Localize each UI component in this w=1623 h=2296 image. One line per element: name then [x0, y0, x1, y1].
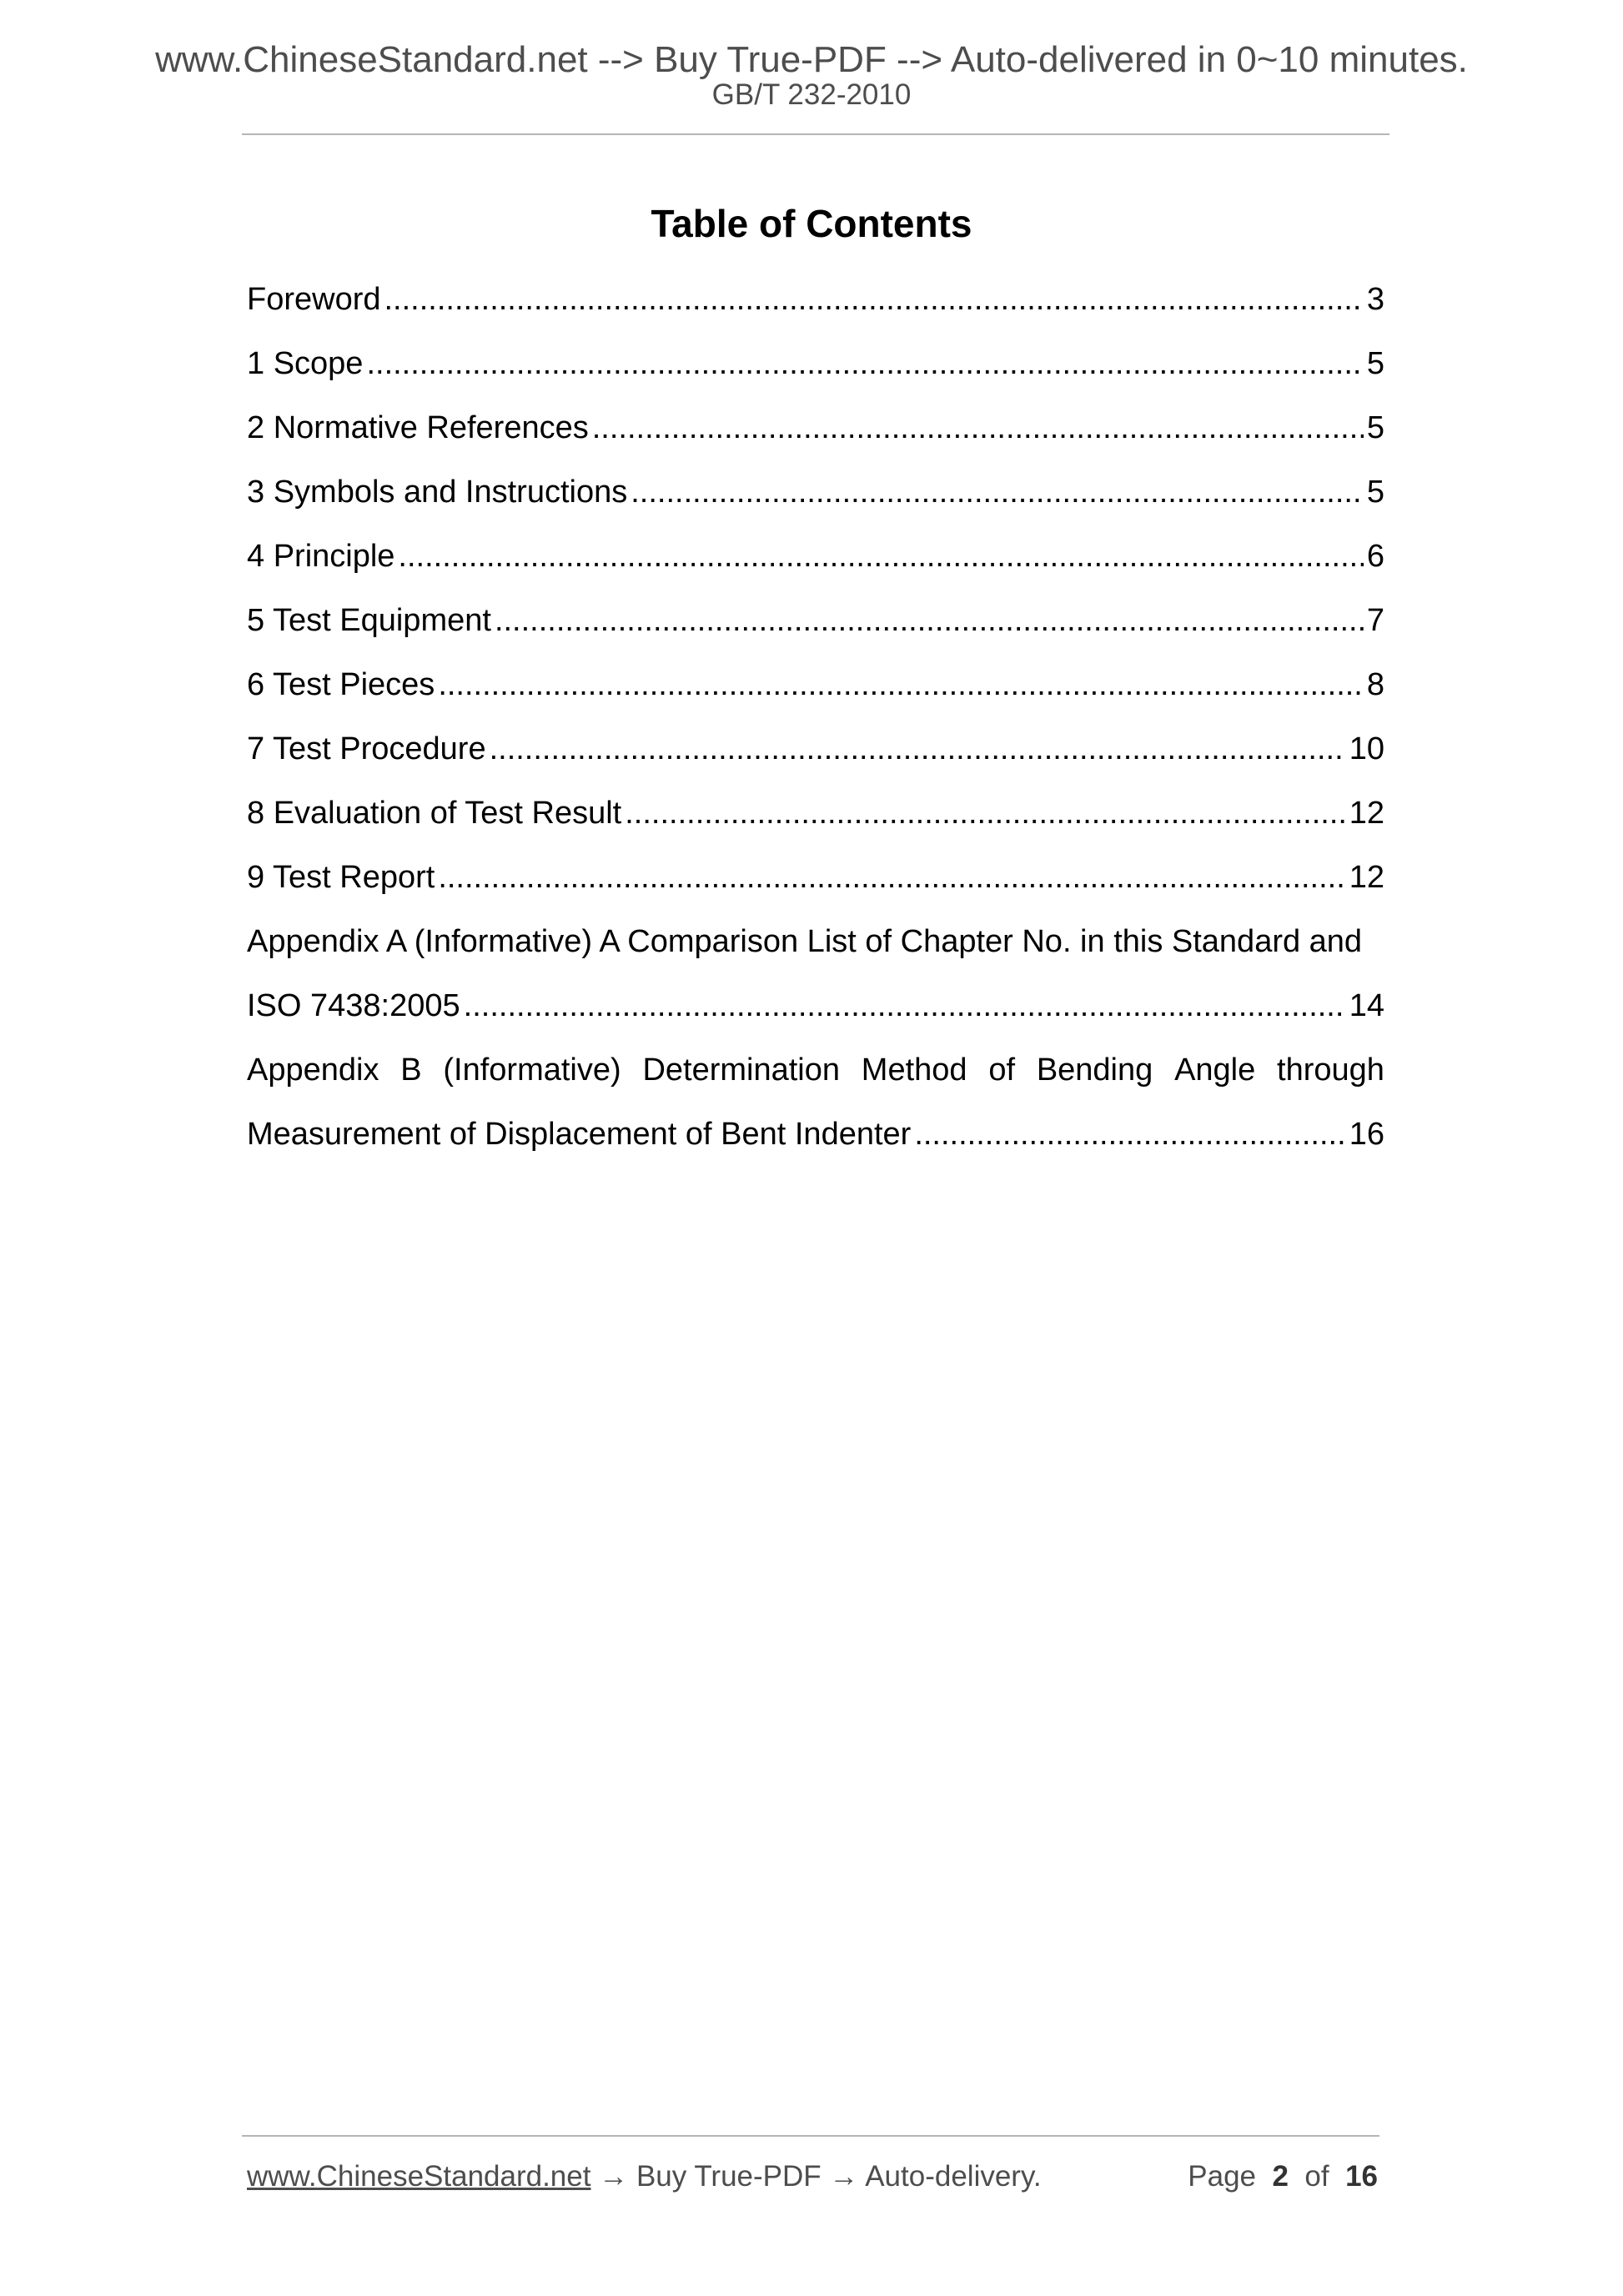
footer-buy-text: Buy True-PDF [636, 2160, 822, 2193]
toc-entry-appendix-b-line2[interactable] [247, 1118, 1384, 1183]
footer-site-link[interactable]: www.ChineseStandard.net [247, 2160, 591, 2193]
toc-entry-page: 3 [1366, 282, 1384, 317]
current-page-number: 2 [1272, 2160, 1289, 2193]
toc-word: Determination [642, 1053, 841, 1088]
toc-entry-page: 6 [1366, 539, 1384, 574]
toc-entry-label: Appendix A (Informative) A Comparison List of Chapter No. in this Standard and [247, 924, 1363, 959]
toc-word: B [400, 1053, 422, 1088]
toc-entry-scope[interactable] [247, 348, 1384, 412]
toc-entry-principle[interactable] [247, 540, 1384, 605]
toc-entry-label: Foreword [247, 282, 381, 317]
toc-leader-dots [384, 284, 1364, 315]
toc-entry-label: 3 Symbols and Instructions [247, 475, 628, 510]
page-indicator [1188, 2162, 1378, 2191]
toc-word: Appendix [247, 1053, 379, 1088]
toc-entry-page: 12 [1349, 796, 1384, 831]
total-page-count: 16 [1345, 2160, 1378, 2193]
toc-leader-dots [366, 348, 1363, 379]
right-arrow-icon: → [599, 2160, 629, 2193]
toc-entry-label: 1 Scope [247, 346, 364, 381]
toc-entry-test-equipment[interactable] [247, 605, 1384, 669]
right-arrow-icon: → [829, 2160, 859, 2193]
toc-leader-dots [438, 669, 1364, 701]
toc-entry-test-procedure[interactable] [247, 733, 1384, 797]
toc-entry-symbols[interactable] [247, 476, 1384, 540]
toc-word: Angle [1174, 1053, 1256, 1088]
toc-entry-appendix-b-line1[interactable] [247, 1054, 1384, 1118]
toc-word: of [988, 1053, 1016, 1088]
toc-entry-page: 10 [1349, 731, 1384, 766]
toc-leader-dots [438, 862, 1345, 893]
toc-word: Method [861, 1053, 967, 1088]
toc-entry-evaluation[interactable] [247, 797, 1384, 862]
toc-entry-page: 5 [1366, 475, 1384, 510]
standard-number: GB/T 232-2010 [711, 78, 912, 111]
toc-entry-label: 4 Principle [247, 539, 395, 574]
toc-leader-dots [914, 1118, 1345, 1150]
footer-promo [247, 2162, 1042, 2191]
toc-entry-label: 2 Normative References [247, 410, 589, 445]
toc-entry-page: 5 [1366, 346, 1384, 381]
toc-leader-dots [490, 733, 1346, 765]
toc-entry-page: 14 [1349, 988, 1384, 1023]
footer-delivery-text: Auto-delivery. [865, 2160, 1042, 2193]
table-of-contents [247, 284, 1384, 1183]
toc-entry-label: Measurement of Displacement of Bent Indenter [247, 1117, 912, 1152]
toc-entry-page: 16 [1349, 1117, 1384, 1152]
toc-entry-label: 8 Evaluation of Test Result [247, 796, 622, 831]
toc-entry-label: 7 Test Procedure [247, 731, 486, 766]
toc-word: through [1277, 1053, 1384, 1088]
toc-leader-dots [398, 540, 1363, 572]
toc-entry-appendix-a-line2[interactable] [247, 990, 1384, 1054]
toc-entry-label: ISO 7438:2005 [247, 988, 460, 1023]
header-divider [242, 133, 1389, 135]
toc-entry-normative-references[interactable] [247, 412, 1384, 476]
toc-entry-page: 5 [1366, 410, 1384, 445]
toc-entry-foreword[interactable] [247, 284, 1384, 348]
toc-entry-test-pieces[interactable] [247, 669, 1384, 733]
toc-leader-dots [631, 476, 1364, 508]
footer-divider [242, 2135, 1379, 2137]
toc-entry-test-report[interactable] [247, 862, 1384, 926]
toc-entry-label: 9 Test Report [247, 860, 435, 895]
toc-leader-dots [625, 797, 1345, 829]
toc-entry-page: 12 [1349, 860, 1384, 895]
toc-entry-label: 6 Test Pieces [247, 667, 435, 702]
toc-entry-label: 5 Test Equipment [247, 603, 491, 638]
site-banner: www.ChineseStandard.net --> Buy True-PDF --> Auto-delivered in 0~10 minutes. [155, 39, 1468, 80]
toc-leader-dots [495, 605, 1364, 636]
toc-title: Table of Contents [651, 202, 972, 245]
toc-leader-dots [592, 412, 1364, 444]
toc-leader-dots [464, 990, 1346, 1022]
toc-entry-page: 7 [1366, 603, 1384, 638]
toc-entry-page: 8 [1366, 667, 1384, 702]
page-word: Page [1188, 2160, 1257, 2193]
toc-entry-appendix-a-line1[interactable] [247, 926, 1384, 990]
toc-word: Bending [1036, 1053, 1153, 1088]
toc-word: (Informative) [443, 1053, 621, 1088]
of-word: of [1304, 2160, 1329, 2193]
